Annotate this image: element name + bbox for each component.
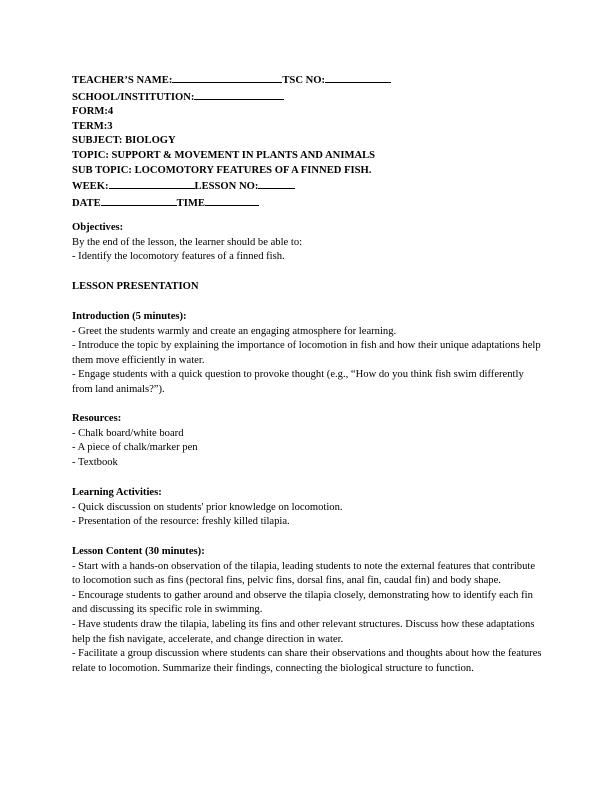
introduction-section (72, 310, 542, 398)
presentation-section (72, 280, 542, 295)
resources-heading: Resources: (72, 413, 122, 424)
content-heading: Lesson Content (30 minutes): (72, 546, 205, 557)
presentation-heading: LESSON PRESENTATION (72, 281, 199, 292)
term-line: TERM:3 (72, 120, 113, 132)
subject-line: SUBJECT: BIOLOGY (72, 135, 176, 147)
time-label: TIME (176, 197, 205, 209)
introduction-item: - Introduce the topic by explaining the importance of locomotion in fish and how their unique adaptations help them move efficiently in water. (72, 340, 541, 366)
objectives-section (72, 221, 542, 265)
resources-section (72, 412, 542, 470)
school-label: SCHOOL/INSTITUTION: (72, 91, 195, 103)
activity-item: - Quick discussion on students' prior knowledge on locomotion. (72, 501, 343, 513)
objectives-intro: By the end of the lesson, the learner should be able to: (72, 236, 303, 248)
lesson-no-blank[interactable] (258, 178, 295, 189)
date-blank[interactable] (101, 195, 177, 206)
resource-item: - Textbook (72, 456, 118, 468)
week-label: WEEK: (72, 181, 109, 193)
date-line (72, 195, 391, 212)
subtopic-line: SUB TOPIC: LOCOMOTORY FEATURES OF A FINNED FISH. (72, 164, 372, 176)
content-item: - Have students draw the tilapia, labeling its fins and other relevant structures. Discuss how these adaptations help the fish navigate, accelerate, and change direction in water. (72, 618, 535, 645)
content-item: - Encourage students to gather around and observe the tilapia closely, demonstrating how to identify each fin and discussing its specific role in swimming. (72, 589, 533, 616)
week-blank[interactable] (109, 178, 195, 189)
topic-line: TOPIC: SUPPORT & MOVEMENT IN PLANTS AND ANIMALS (72, 149, 376, 161)
form-line: FORM:4 (72, 106, 114, 118)
activities-section (72, 486, 542, 530)
week-line (72, 178, 391, 195)
introduction-heading: Introduction (5 minutes): (72, 311, 187, 322)
school-line (72, 89, 391, 106)
school-blank[interactable] (194, 89, 284, 100)
content-item: - Start with a hands-on observation of the tilapia, leading students to note the external features that contribute to locomotion such as fins (pectoral fins, pelvic fins, dorsal fins, anal fin, caudal fin) and body shape. (72, 560, 536, 587)
resource-item: - Chalk board/white board (72, 427, 184, 439)
objective-item: - Identify the locomotory features of a finned fish. (72, 251, 285, 263)
objectives-heading: Objectives: (72, 222, 124, 233)
activity-item: - Presentation of the resource: freshly killed tilapia. (72, 516, 290, 528)
teacher-line (72, 72, 391, 89)
tsc-blank[interactable] (325, 72, 391, 83)
content-section (72, 545, 542, 676)
introduction-item: - Greet the students warmly and create an engaging atmosphere for learning. (72, 325, 397, 337)
teacher-label: TEACHER’S NAME: (72, 75, 173, 86)
tsc-label: TSC NO: (282, 75, 326, 86)
lesson-header (72, 72, 391, 211)
date-label: DATE (72, 197, 101, 209)
lesson-no-label: LESSON NO: (194, 181, 259, 193)
teacher-blank[interactable] (172, 72, 282, 83)
time-blank[interactable] (205, 195, 259, 206)
activities-heading: Learning Activities: (72, 487, 162, 498)
content-item: - Facilitate a group discussion where students can share their observations and thoughts about how the features relate to locomotion. Summarize their findings, connecting the biological structure to function. (72, 648, 542, 674)
resource-item: - A piece of chalk/marker pen (72, 442, 198, 454)
introduction-item: - Engage students with a quick question to provoke thought (e.g., “How do you think fish swim differently from land animals?”). (72, 369, 524, 395)
